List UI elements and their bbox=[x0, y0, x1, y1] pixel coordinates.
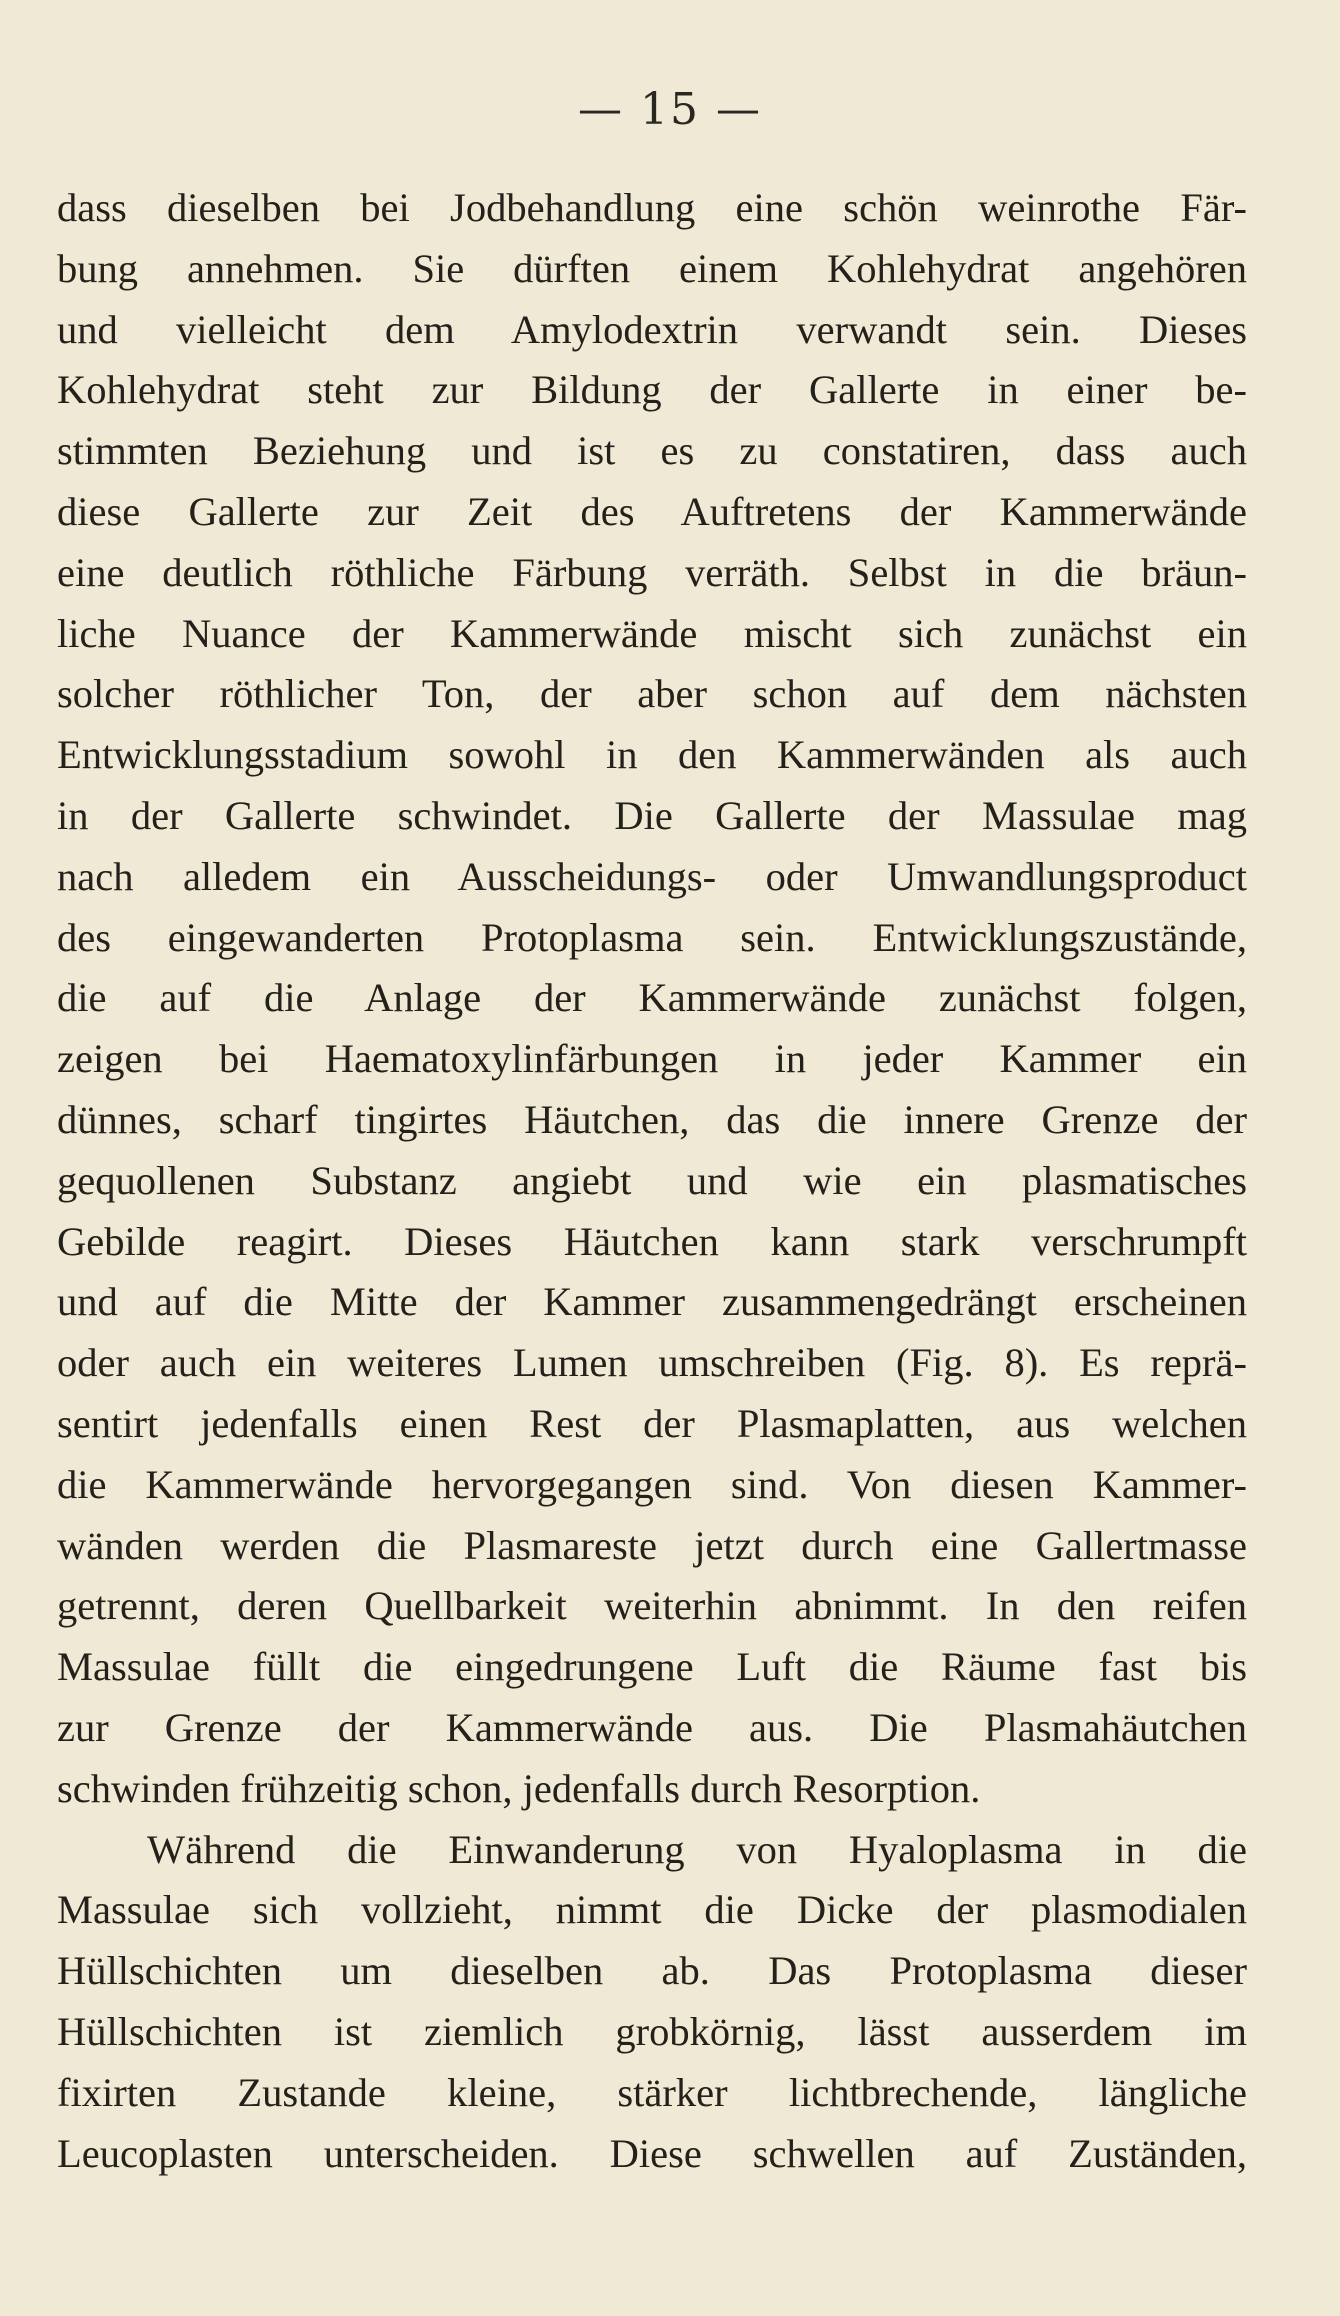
text-line: Hüllschichten um dieselben ab. Das Protoplasma dieser bbox=[57, 1948, 1247, 1994]
text-line: solcher röthlicher Ton, der aber schon auf dem nächsten bbox=[57, 671, 1247, 717]
text-line: stimmten Beziehung und ist es zu constatiren, dass auch bbox=[57, 428, 1247, 474]
text-line: Hüllschichten ist ziemlich grobkörnig, lässt ausserdem im bbox=[57, 2008, 1247, 2054]
text-line: des eingewanderten Protoplasma sein. Entwicklungszustände, bbox=[57, 914, 1247, 960]
text-line: Kohlehydrat steht zur Bildung der Gallerte in einer be- bbox=[57, 367, 1247, 413]
text-line: Massulae sich vollzieht, nimmt die Dicke der plasmodialen bbox=[57, 1887, 1247, 1933]
text-line: dünnes, scharf tingirtes Häutchen, das die innere Grenze der bbox=[57, 1096, 1247, 1142]
page-number: — 15 — bbox=[578, 84, 762, 135]
text-line: eine deutlich röthliche Färbung verräth. Selbst in die bräun- bbox=[57, 549, 1247, 595]
text-line: getrennt, deren Quellbarkeit weiterhin abnimmt. In den reifen bbox=[57, 1583, 1247, 1629]
text-line: zur Grenze der Kammerwände aus. Die Plasmahäutchen bbox=[57, 1704, 1247, 1750]
text-line: dass dieselben bei Jodbehandlung eine schön weinrothe Fär- bbox=[57, 185, 1247, 230]
text-line: bung annehmen. Sie dürften einem Kohlehydrat angehören bbox=[57, 245, 1247, 291]
text-line: gequollenen Substanz angiebt und wie ein plasmatisches bbox=[57, 1157, 1247, 1203]
text-line: fixirten Zustande kleine, stärker lichtbrechende, längliche bbox=[57, 2069, 1247, 2115]
text-line: Gebilde reagirt. Dieses Häutchen kann stark verschrumpft bbox=[57, 1218, 1247, 1264]
text-line: diese Gallerte zur Zeit des Auftretens der Kammerwände bbox=[57, 488, 1247, 534]
text-line: schwinden frühzeitig schon, jedenfalls durch Resorption. bbox=[57, 1765, 981, 1811]
text-line: und vielleicht dem Amylodextrin verwandt sein. Dieses bbox=[57, 306, 1247, 352]
text-line: liche Nuance der Kammerwände mischt sich zunächst ein bbox=[57, 610, 1247, 656]
text-line: die Kammerwände hervorgegangen sind. Von diesen Kammer- bbox=[57, 1461, 1247, 1507]
paragraph-2 bbox=[57, 1820, 1247, 2185]
text-line: zeigen bei Haematoxylinfärbungen in jeder Kammer ein bbox=[57, 1036, 1247, 1082]
text-line: Leucoplasten unterscheiden. Diese schwellen auf Zuständen, bbox=[57, 2130, 1247, 2176]
text-line: oder auch ein weiteres Lumen umschreiben (Fig. 8). Es reprä- bbox=[57, 1340, 1247, 1386]
body-text bbox=[57, 178, 1247, 2184]
text-line: nach alledem ein Ausscheidungs- oder Umwandlungsproduct bbox=[57, 853, 1247, 899]
text-line: in der Gallerte schwindet. Die Gallerte der Massulae mag bbox=[57, 792, 1247, 838]
text-line: wänden werden die Plasmareste jetzt durch eine Gallertmasse bbox=[57, 1522, 1247, 1568]
text-line: Entwicklungsstadium sowohl in den Kammerwänden als auch bbox=[57, 732, 1247, 778]
paragraph-1 bbox=[57, 178, 1247, 1820]
text-line: sentirt jedenfalls einen Rest der Plasmaplatten, aus welchen bbox=[57, 1400, 1247, 1446]
text-line: Während die Einwanderung von Hyaloplasma in die bbox=[147, 1826, 1247, 1872]
text-line: Massulae füllt die eingedrungene Luft die Räume fast bis bbox=[57, 1644, 1247, 1690]
text-line: und auf die Mitte der Kammer zusammengedrängt erscheinen bbox=[57, 1279, 1247, 1325]
text-line: die auf die Anlage der Kammerwände zunächst folgen, bbox=[57, 975, 1247, 1021]
